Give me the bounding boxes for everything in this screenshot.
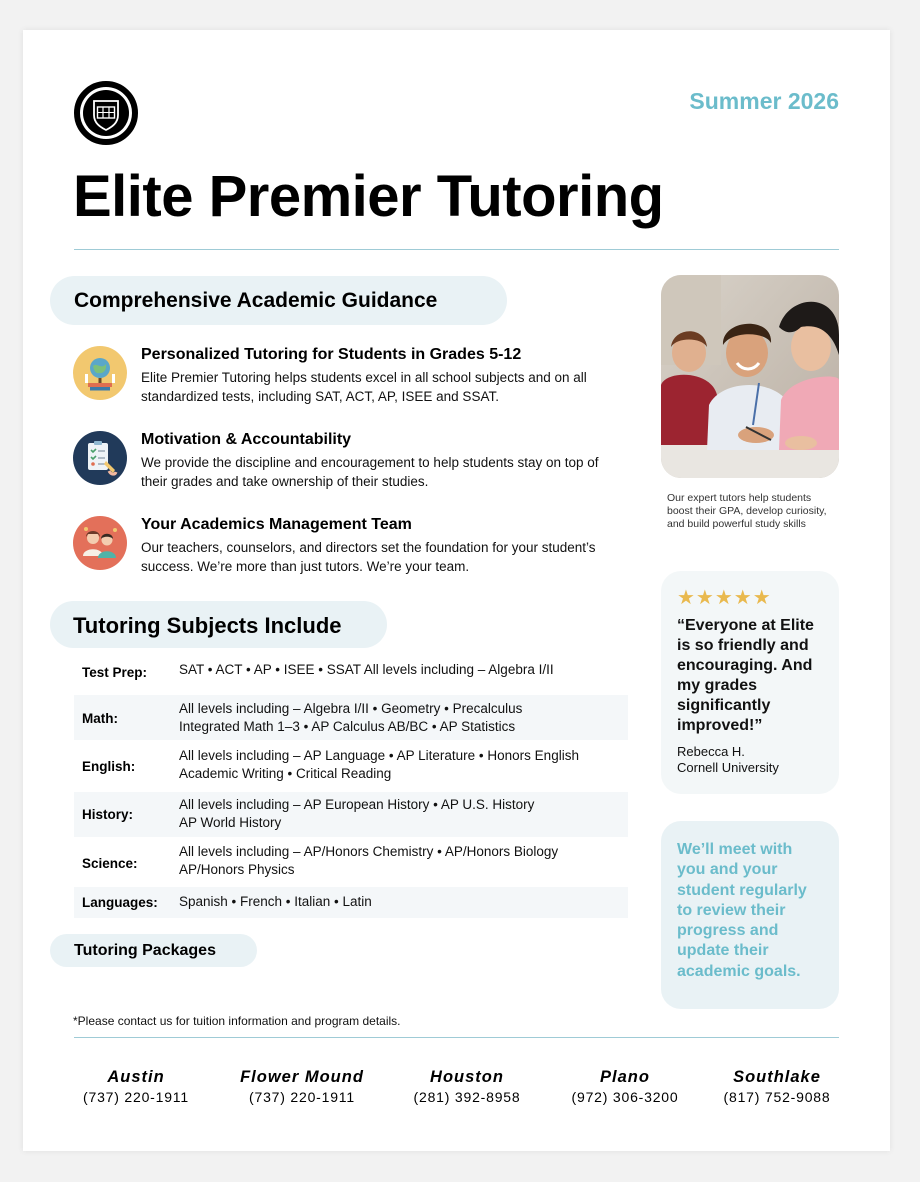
subject-label: Languages: [82,895,158,910]
location-phone[interactable]: (281) 392-8958 [413,1089,521,1105]
location-city: Houston [430,1068,504,1086]
subject-line: Spanish • French • Italian • Latin [179,894,372,909]
location-flower-mound [227,1068,377,1105]
location-city: Southlake [733,1068,821,1086]
location-southlake [702,1068,852,1105]
location-houston [392,1068,542,1105]
location-plano [550,1068,700,1105]
location-austin [61,1068,211,1105]
tutoring-photo [661,275,839,478]
subject-line: AP/Honors Physics [179,862,295,877]
subject-label: Test Prep: [82,665,148,680]
checklist-icon [73,431,127,485]
tuition-note: *Please contact us for tuition information and program details. [73,1014,401,1028]
location-phone[interactable]: (817) 752-9088 [723,1089,831,1105]
subject-line: Academic Writing • Critical Reading [179,766,392,781]
guidance-heading: Comprehensive Academic Guidance [50,276,507,325]
subject-line: All levels including – Algebra I/II • Geometry • Precalculus [179,701,523,716]
feature-title: Your Academics Management Team [141,516,412,533]
subject-label: Math: [82,711,118,726]
subject-label: English: [82,759,136,774]
subject-line: SAT • ACT • AP • ISEE • SSAT All levels including – Algebra I/II [179,662,554,677]
location-phone[interactable]: (972) 306-3200 [571,1089,679,1105]
location-city: Austin [107,1068,165,1086]
header-divider [74,249,839,250]
subject-value [179,893,628,911]
team-icon [73,516,127,570]
subject-label: History: [82,807,134,822]
flyer-page [23,30,890,1151]
subject-label: Science: [82,856,138,871]
feature-description: We provide the discipline and encouragement to help students stay on top of their grades and take ownership of their studies. [141,455,599,489]
location-city: Flower Mound [240,1068,364,1086]
subject-row-history [74,792,628,837]
packages-heading: Tutoring Packages [50,934,257,967]
subject-value [179,661,628,679]
subject-line: All levels including – AP Language • AP Literature • Honors English [179,748,579,763]
subject-line: All levels including – AP/Honors Chemistry • AP/Honors Biology [179,844,559,859]
subject-row-test-prep [74,655,628,691]
page-title: Elite Premier Tutoring [73,164,664,229]
subject-value [179,700,628,736]
subject-value [179,747,628,783]
location-city: Plano [600,1068,650,1086]
author-name: Rebecca H. [677,744,745,759]
footer-divider [74,1037,839,1038]
testimonial-card [661,571,839,794]
location-phone[interactable]: (737) 220-1911 [249,1089,355,1105]
subject-value [179,843,628,879]
season-label: Summer 2026 [689,88,839,114]
subject-row-english [74,742,628,790]
subject-line: Integrated Math 1–3 • AP Calculus AB/BC • AP Statistics [179,719,516,734]
location-phone[interactable]: (737) 220-1911 [83,1089,189,1105]
subjects-heading: Tutoring Subjects Include [50,601,387,648]
feature-description: Elite Premier Tutoring helps students excel in all school subjects and on all standardized tests, including SAT, ACT, AP, ISEE and SSAT. [141,370,587,404]
testimonial-quote: “Everyone at Elite is so friendly and encouraging. And my grades significantly improved!” [677,617,814,734]
author-school: Cornell University [677,760,779,775]
feature-title: Personalized Tutoring for Students in Grades 5-12 [141,346,522,363]
globe-books-icon [73,346,127,400]
testimonial-author [677,744,839,776]
feature-title: Motivation & Accountability [141,431,352,448]
subject-row-languages [74,887,628,918]
subject-line: AP World History [179,815,282,830]
progress-callout: We’ll meet with you and your student regularly to review their progress and update their academic goals. [661,821,839,1009]
subject-value [179,796,628,832]
subject-line: All levels including – AP European History • AP U.S. History [179,797,535,812]
feature-description: Our teachers, counselors, and directors set the foundation for your student’s success. We’re more than just tutors. We’re your team. [141,540,596,574]
photo-caption: Our expert tutors help students boost their GPA, develop curiosity, and build powerful study skills [667,492,827,530]
subject-row-science [74,839,628,885]
subject-row-math [74,695,628,740]
shield-logo-icon [74,81,138,145]
star-rating-icon: ★★★★★ [677,587,772,609]
